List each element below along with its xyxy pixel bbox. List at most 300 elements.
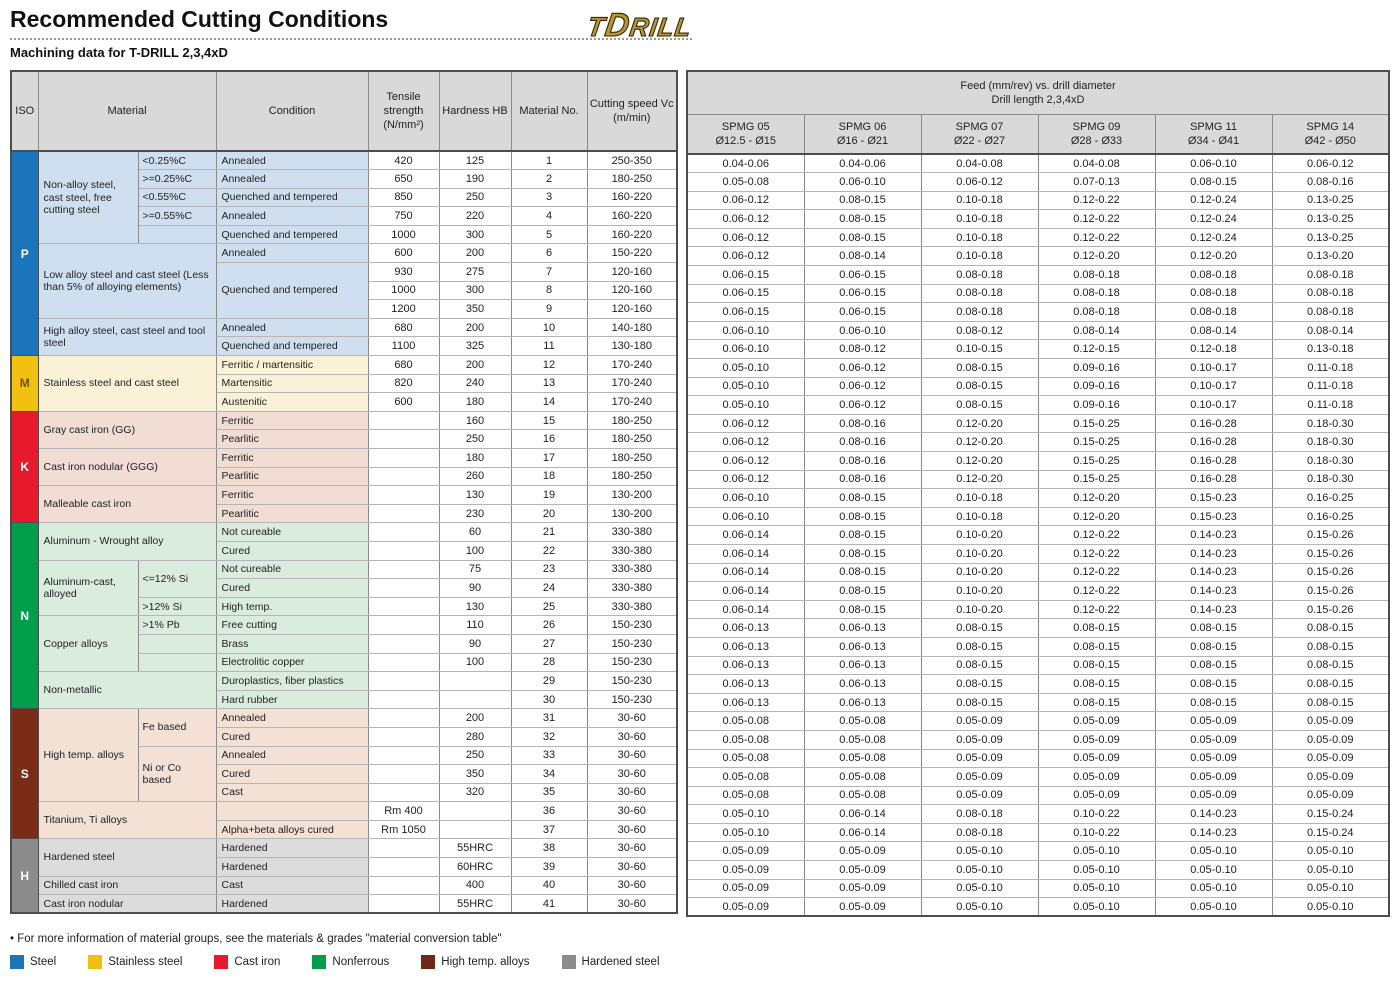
condition-cell: Pearlitic [216, 504, 368, 523]
cutting-speed-cell: 150-220 [587, 244, 677, 263]
left-header-row [11, 71, 677, 151]
feed-cell: 0.05-0.10 [921, 842, 1038, 861]
hardness-cell: 60 [439, 523, 511, 542]
feed-cell: 0.08-0.15 [1155, 656, 1272, 675]
condition-cell: Not cureable [216, 523, 368, 542]
condition-cell: Austenitic [216, 393, 368, 412]
cutting-speed-cell: 160-220 [587, 207, 677, 226]
spmg-name: SPMG 07 [955, 120, 1004, 133]
feed-cell: 0.05-0.08 [804, 768, 921, 787]
tensile-cell [368, 560, 439, 579]
hardness-cell: 300 [439, 281, 511, 300]
table-row [11, 802, 677, 821]
feed-cell: 0.06-0.12 [687, 470, 804, 489]
material-no-cell: 1 [511, 151, 587, 170]
condition-cell: Ferritic [216, 411, 368, 430]
col-header-cutting-speed: Cutting speed Vc (m/min) [587, 71, 677, 151]
feed-table-row [687, 712, 1389, 731]
feed-cell: 0.06-0.15 [804, 303, 921, 322]
feed-cell: 0.07-0.13 [1038, 173, 1155, 192]
feed-cell: 0.12-0.22 [1038, 600, 1155, 619]
feed-cell: 0.06-0.12 [687, 191, 804, 210]
feed-cell: 0.08-0.18 [1155, 266, 1272, 285]
legend-item [312, 955, 389, 969]
feed-cell: 0.08-0.15 [1155, 675, 1272, 694]
feed-cell: 0.05-0.10 [687, 805, 804, 824]
feed-cell: 0.08-0.15 [921, 693, 1038, 712]
tensile-cell [368, 690, 439, 709]
material-group-cell: Copper alloys [38, 616, 138, 672]
tensile-cell [368, 727, 439, 746]
legend-swatch [312, 955, 326, 969]
feed-cell: 0.13-0.25 [1272, 228, 1389, 247]
feed-cell: 0.05-0.09 [1272, 786, 1389, 805]
hardness-cell: 200 [439, 709, 511, 728]
feed-cell: 0.05-0.09 [1155, 749, 1272, 768]
feed-cell: 0.06-0.10 [1155, 154, 1272, 173]
feed-cell: 0.18-0.30 [1272, 452, 1389, 471]
hardness-cell: 190 [439, 170, 511, 189]
cutting-speed-cell: 30-60 [587, 820, 677, 839]
feed-table-row [687, 321, 1389, 340]
feed-col-header [804, 115, 921, 155]
feed-cell: 0.16-0.25 [1272, 489, 1389, 508]
feed-table-row [687, 452, 1389, 471]
hardness-cell: 230 [439, 504, 511, 523]
feed-cell: 0.10-0.20 [921, 600, 1038, 619]
material-group-cell: Gray cast iron (GG) [38, 411, 216, 448]
feed-cell: 0.05-0.09 [1272, 712, 1389, 731]
cutting-speed-cell: 180-250 [587, 467, 677, 486]
feed-cell: 0.08-0.15 [1272, 675, 1389, 694]
tables-container [10, 70, 1390, 917]
feed-cell: 0.12-0.20 [1155, 247, 1272, 266]
feed-cell: 0.12-0.22 [1038, 544, 1155, 563]
diameter-range: Ø16 - Ø21 [836, 135, 889, 147]
feed-cell: 0.16-0.25 [1272, 507, 1389, 526]
feed-cell: 0.10-0.18 [921, 191, 1038, 210]
table-row [11, 486, 677, 505]
material-no-cell: 36 [511, 802, 587, 821]
material-no-cell: 38 [511, 839, 587, 858]
feed-cell: 0.05-0.09 [687, 861, 804, 880]
feed-cell: 0.06-0.13 [804, 675, 921, 694]
feed-cell: 0.06-0.10 [687, 507, 804, 526]
feed-table-row [687, 898, 1389, 917]
cutting-speed-cell: 30-60 [587, 765, 677, 784]
feed-cell: 0.12-0.22 [1038, 582, 1155, 601]
feed-cell: 0.16-0.28 [1155, 452, 1272, 471]
tensile-cell: 1000 [368, 225, 439, 244]
feed-cell: 0.13-0.20 [1272, 247, 1389, 266]
feed-cell: 0.05-0.08 [804, 786, 921, 805]
material-no-cell: 23 [511, 560, 587, 579]
legend-swatch [562, 955, 576, 969]
feed-cell: 0.05-0.09 [921, 768, 1038, 787]
material-group-cell: Non-alloy steel, cast steel, free cutting steel [38, 151, 138, 244]
feed-cell: 0.12-0.20 [1038, 489, 1155, 508]
cutting-speed-cell: 30-60 [587, 783, 677, 802]
feed-cell: 0.05-0.09 [1155, 730, 1272, 749]
feed-table-row [687, 879, 1389, 898]
feed-cell: 0.08-0.15 [804, 544, 921, 563]
tensile-cell [368, 746, 439, 765]
feed-table-row [687, 247, 1389, 266]
col-header-material: Material [38, 71, 216, 151]
feed-cell: 0.12-0.24 [1155, 228, 1272, 247]
cutting-speed-cell: 330-380 [587, 579, 677, 598]
feed-cell: 0.13-0.25 [1272, 210, 1389, 229]
hardness-cell: 350 [439, 765, 511, 784]
material-no-cell: 33 [511, 746, 587, 765]
feed-title-line1: Feed (mm/rev) vs. drill diameter [960, 79, 1116, 92]
feed-cell: 0.05-0.09 [921, 749, 1038, 768]
feed-cell: 0.06-0.12 [804, 396, 921, 415]
qualifier-cell: <0.55%C [138, 188, 216, 207]
feed-cell: 0.15-0.24 [1272, 805, 1389, 824]
logo-letters-rill: RILL [627, 12, 694, 42]
feed-cell: 0.05-0.08 [687, 768, 804, 787]
feed-table-row [687, 619, 1389, 638]
footer [10, 933, 1390, 969]
feed-cell: 0.12-0.22 [1038, 228, 1155, 247]
feed-cell: 0.08-0.18 [921, 303, 1038, 322]
feed-cell: 0.12-0.20 [921, 433, 1038, 452]
cutting-speed-cell: 180-250 [587, 449, 677, 468]
tensile-cell: Rm 400 [368, 802, 439, 821]
feed-cell: 0.05-0.10 [1272, 898, 1389, 917]
legend-label: Cast iron [234, 956, 281, 969]
material-no-cell: 25 [511, 597, 587, 616]
feed-cell: 0.15-0.26 [1272, 563, 1389, 582]
material-no-cell: 10 [511, 318, 587, 337]
tensile-cell: 1100 [368, 337, 439, 356]
col-header-iso: ISO [11, 71, 38, 151]
feed-cell: 0.05-0.09 [1272, 730, 1389, 749]
condition-cell: Free cutting [216, 616, 368, 635]
feed-cell: 0.10-0.17 [1155, 359, 1272, 378]
qualifier-cell: Fe based [138, 709, 216, 746]
feed-col-header [1038, 115, 1155, 155]
tensile-cell [368, 616, 439, 635]
col-header-material-no: Material No. [511, 71, 587, 151]
feed-col-header [1155, 115, 1272, 155]
cutting-speed-cell: 330-380 [587, 541, 677, 560]
condition-cell: Quenched and tempered [216, 263, 368, 319]
legend-swatch [10, 955, 24, 969]
cutting-speed-cell: 30-60 [587, 839, 677, 858]
iso-badge-S: S [11, 709, 38, 839]
condition-cell: Cured [216, 579, 368, 598]
feed-cell: 0.08-0.15 [804, 600, 921, 619]
qualifier-cell: >1% Pb [138, 616, 216, 635]
feed-table-row [687, 861, 1389, 880]
tensile-cell: Rm 1050 [368, 820, 439, 839]
feed-cell: 0.06-0.14 [804, 823, 921, 842]
hardness-cell: 250 [439, 188, 511, 207]
hardness-cell: 260 [439, 467, 511, 486]
feed-cell: 0.08-0.18 [1272, 266, 1389, 285]
feed-table-row [687, 675, 1389, 694]
hardness-cell: 200 [439, 356, 511, 375]
feed-cell: 0.05-0.10 [1272, 879, 1389, 898]
cutting-speed-cell: 130-200 [587, 504, 677, 523]
feed-cell: 0.05-0.09 [1155, 712, 1272, 731]
feed-table-row [687, 154, 1389, 173]
cutting-speed-cell: 140-180 [587, 318, 677, 337]
feed-cell: 0.08-0.15 [1038, 637, 1155, 656]
feed-cell: 0.12-0.20 [921, 414, 1038, 433]
feed-cell: 0.08-0.15 [804, 489, 921, 508]
feed-cell: 0.06-0.12 [687, 433, 804, 452]
feed-cell: 0.08-0.15 [1038, 656, 1155, 675]
feed-cell: 0.06-0.14 [687, 582, 804, 601]
cutting-speed-cell: 170-240 [587, 393, 677, 412]
tensile-cell [368, 523, 439, 542]
condition-cell: Cured [216, 727, 368, 746]
tensile-cell [368, 839, 439, 858]
diameter-range: Ø28 - Ø33 [1070, 135, 1123, 147]
material-no-cell: 26 [511, 616, 587, 635]
material-no-cell: 24 [511, 579, 587, 598]
hardness-cell: 100 [439, 653, 511, 672]
feed-cell: 0.05-0.09 [1272, 749, 1389, 768]
legend-label: Stainless steel [108, 956, 183, 969]
feed-col-header [921, 115, 1038, 155]
condition-cell: Electrolitic copper [216, 653, 368, 672]
hardness-cell: 250 [439, 746, 511, 765]
condition-cell: Annealed [216, 746, 368, 765]
feed-cell: 0.08-0.14 [804, 247, 921, 266]
feed-cell: 0.15-0.25 [1038, 452, 1155, 471]
feed-cell: 0.08-0.18 [1038, 303, 1155, 322]
feed-table-row [687, 414, 1389, 433]
feed-table-row [687, 228, 1389, 247]
feed-cell: 0.05-0.10 [1155, 879, 1272, 898]
feed-table-row [687, 544, 1389, 563]
material-group-cell: Hardened steel [38, 839, 216, 876]
feed-cell: 0.05-0.09 [921, 712, 1038, 731]
tensile-cell: 680 [368, 318, 439, 337]
hardness-cell: 55HRC [439, 839, 511, 858]
feed-cell: 0.11-0.18 [1272, 377, 1389, 396]
feed-cell: 0.16-0.28 [1155, 414, 1272, 433]
feed-cell: 0.05-0.08 [687, 786, 804, 805]
feed-cell: 0.10-0.18 [921, 507, 1038, 526]
condition-cell: Ferritic [216, 486, 368, 505]
table-row [11, 560, 677, 579]
material-no-cell: 6 [511, 244, 587, 263]
cutting-speed-cell: 30-60 [587, 895, 677, 914]
feed-cell: 0.05-0.08 [687, 749, 804, 768]
feed-cell: 0.05-0.09 [687, 879, 804, 898]
feed-cell: 0.15-0.26 [1272, 526, 1389, 545]
feed-cell: 0.14-0.23 [1155, 544, 1272, 563]
feed-cell: 0.06-0.15 [687, 266, 804, 285]
feed-cell: 0.05-0.10 [1155, 861, 1272, 880]
feed-cell: 0.08-0.18 [921, 266, 1038, 285]
qualifier-cell [138, 225, 216, 244]
condition-cell: Pearlitic [216, 467, 368, 486]
condition-cell: Hardened [216, 839, 368, 858]
hardness-cell: 90 [439, 634, 511, 653]
cutting-speed-cell: 330-380 [587, 523, 677, 542]
feed-cell: 0.05-0.09 [1038, 749, 1155, 768]
condition-cell: Ferritic [216, 449, 368, 468]
material-no-cell: 5 [511, 225, 587, 244]
feed-cell: 0.06-0.10 [804, 173, 921, 192]
feed-col-header [687, 115, 804, 155]
material-group-cell: Chilled cast iron [38, 876, 216, 895]
feed-cell: 0.08-0.15 [1272, 619, 1389, 638]
material-no-cell: 16 [511, 430, 587, 449]
feed-cell: 0.08-0.15 [1272, 693, 1389, 712]
hardness-cell: 75 [439, 560, 511, 579]
hardness-cell [439, 672, 511, 691]
feed-cell: 0.08-0.14 [1155, 321, 1272, 340]
material-no-cell: 34 [511, 765, 587, 784]
page-title: Recommended Cutting Conditions [10, 6, 389, 32]
feed-cell: 0.08-0.15 [1155, 619, 1272, 638]
feed-cell: 0.05-0.08 [687, 712, 804, 731]
feed-table-row [687, 191, 1389, 210]
feed-cell: 0.14-0.23 [1155, 823, 1272, 842]
condition-cell: High temp. [216, 597, 368, 616]
material-no-cell: 40 [511, 876, 587, 895]
material-no-cell: 29 [511, 672, 587, 691]
feed-cell: 0.06-0.15 [804, 284, 921, 303]
feed-cell: 0.05-0.09 [687, 842, 804, 861]
feed-cell: 0.15-0.25 [1038, 470, 1155, 489]
feed-cell: 0.08-0.15 [921, 396, 1038, 415]
feed-table-title [687, 71, 1389, 115]
material-group-cell: Titanium, Ti alloys [38, 802, 216, 839]
table-row [11, 895, 677, 914]
hardness-cell: 200 [439, 318, 511, 337]
feed-table-row [687, 470, 1389, 489]
material-no-cell: 4 [511, 207, 587, 226]
feed-cell: 0.06-0.12 [687, 228, 804, 247]
feed-cell: 0.12-0.20 [1038, 507, 1155, 526]
cutting-speed-cell: 170-240 [587, 374, 677, 393]
condition-cell: Cured [216, 765, 368, 784]
qualifier-cell: Ni or Co based [138, 746, 216, 802]
feed-cell: 0.06-0.12 [687, 414, 804, 433]
feed-col-header-row [687, 115, 1389, 155]
cutting-speed-cell: 150-230 [587, 653, 677, 672]
feed-cell: 0.08-0.16 [804, 452, 921, 471]
condition-cell: Annealed [216, 709, 368, 728]
feed-cell: 0.10-0.15 [921, 340, 1038, 359]
cutting-speed-cell: 250-350 [587, 151, 677, 170]
feed-cell: 0.05-0.10 [1155, 842, 1272, 861]
feed-cell: 0.08-0.16 [1272, 173, 1389, 192]
table-row [11, 318, 677, 337]
feed-table-row [687, 786, 1389, 805]
tensile-cell: 1000 [368, 281, 439, 300]
feed-table-row [687, 563, 1389, 582]
feed-cell: 0.06-0.12 [921, 173, 1038, 192]
feed-cell: 0.08-0.18 [921, 805, 1038, 824]
feed-cell: 0.05-0.10 [1155, 898, 1272, 917]
hardness-cell: 275 [439, 263, 511, 282]
feed-table-row [687, 730, 1389, 749]
feed-cell: 0.15-0.25 [1038, 433, 1155, 452]
condition-cell: Annealed [216, 151, 368, 170]
feed-cell: 0.14-0.23 [1155, 526, 1272, 545]
feed-cell: 0.05-0.09 [1272, 768, 1389, 787]
feed-group-header-row [687, 71, 1389, 115]
feed-cell: 0.05-0.09 [1038, 768, 1155, 787]
feed-cell: 0.10-0.18 [921, 489, 1038, 508]
feed-cell: 0.08-0.15 [804, 507, 921, 526]
feed-cell: 0.06-0.13 [804, 656, 921, 675]
feed-cell: 0.06-0.14 [687, 526, 804, 545]
qualifier-cell: <=12% Si [138, 560, 216, 597]
feed-cell: 0.09-0.16 [1038, 359, 1155, 378]
feed-cell: 0.05-0.09 [687, 898, 804, 917]
cutting-speed-cell: 30-60 [587, 876, 677, 895]
feed-table-body [687, 154, 1389, 916]
feed-cell: 0.05-0.09 [804, 861, 921, 880]
feed-cell: 0.05-0.08 [687, 173, 804, 192]
feed-cell: 0.05-0.10 [1272, 842, 1389, 861]
feed-table-row [687, 173, 1389, 192]
iso-badge-K: K [11, 411, 38, 523]
table-row [11, 523, 677, 542]
col-header-tensile: Tensile strength (N/mm²) [368, 71, 439, 151]
feed-cell: 0.08-0.15 [921, 619, 1038, 638]
condition-cell: Alpha+beta alloys cured [216, 820, 368, 839]
tensile-cell [368, 541, 439, 560]
condition-cell: Hardened [216, 858, 368, 877]
hardness-cell: 220 [439, 207, 511, 226]
feed-cell: 0.16-0.28 [1155, 433, 1272, 452]
material-no-cell: 28 [511, 653, 587, 672]
feed-cell: 0.08-0.16 [804, 470, 921, 489]
feed-cell: 0.08-0.15 [1155, 637, 1272, 656]
diameter-range: Ø22 - Ø27 [953, 135, 1006, 147]
material-no-cell: 9 [511, 300, 587, 319]
feed-cell: 0.10-0.22 [1038, 823, 1155, 842]
feed-cell: 0.08-0.15 [804, 228, 921, 247]
legend-swatch [88, 955, 102, 969]
material-group-cell: Aluminum - Wrought alloy [38, 523, 216, 560]
tensile-cell: 600 [368, 393, 439, 412]
tensile-cell: 850 [368, 188, 439, 207]
feed-cell: 0.15-0.26 [1272, 582, 1389, 601]
qualifier-cell: <0.25%C [138, 151, 216, 170]
hardness-cell: 160 [439, 411, 511, 430]
feed-cell: 0.08-0.15 [804, 210, 921, 229]
feed-cell: 0.08-0.16 [804, 414, 921, 433]
cutting-speed-cell: 150-230 [587, 634, 677, 653]
logo-letter-d: D [602, 6, 633, 43]
feed-cell: 0.14-0.23 [1155, 563, 1272, 582]
feed-title-line2: Drill length 2,3,4xD [991, 94, 1085, 106]
feed-table-row [687, 693, 1389, 712]
feed-table-row [687, 637, 1389, 656]
material-no-cell: 31 [511, 709, 587, 728]
cutting-speed-cell: 330-380 [587, 597, 677, 616]
feed-table-row [687, 805, 1389, 824]
feed-cell: 0.05-0.10 [921, 898, 1038, 917]
iso-badge-N: N [11, 523, 38, 709]
feed-cell: 0.05-0.09 [1155, 786, 1272, 805]
header [10, 6, 694, 43]
feed-cell: 0.12-0.20 [1038, 247, 1155, 266]
feed-cell: 0.12-0.20 [921, 470, 1038, 489]
